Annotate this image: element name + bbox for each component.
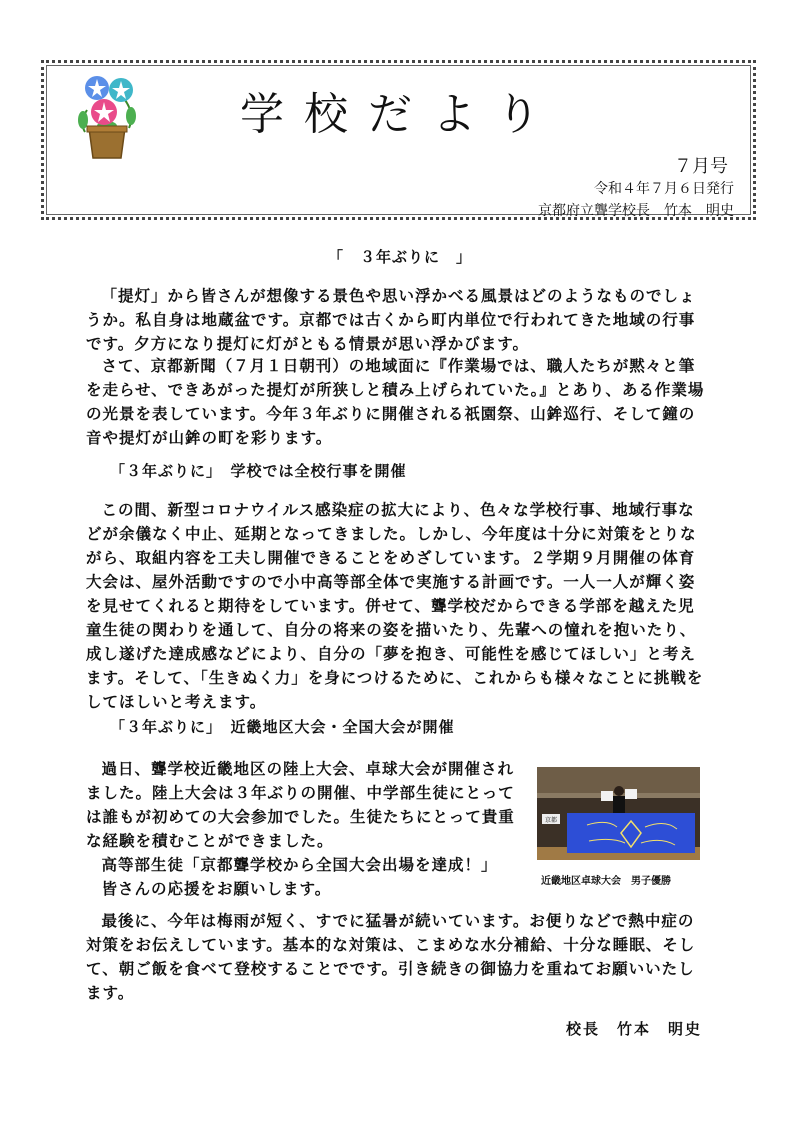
issue-number: ７月号	[674, 156, 728, 177]
section1-paragraph-2: さて、京都新聞（７月１日朝刊）の地域面に『作業場では、職人たちが黙々と筆を走らせ、できあがった提灯が所狭しと積み上げられていた。』とあり、ある作業場の光景を表しています。今年３年ぶりに開催される祇園祭、山鉾巡行、そして鐘の音や提灯が山鉾の町を彩ります。	[86, 357, 705, 447]
issue-date: 令和４年７月６日発行	[594, 181, 734, 197]
closing-paragraph: 最後に、今年は梅雨が短く、すでに猛暑が続いています。お便りなどで熱中症の対策をお伝えしています。基本的な対策は、こまめな水分補給、十分な睡眠、そして、朝ご飯を食べて登校することでです。引き続きの御協力を重ねてお願いいたします。	[86, 912, 696, 1002]
issuer-name: 京都府立聾学校長 竹本 明史	[538, 203, 734, 219]
section2-heading: 「３年ぶりに」 学校では全校行事を開催	[110, 462, 407, 480]
photo-sign-text: 京都	[544, 817, 558, 824]
table-tennis-award-photo	[537, 767, 700, 860]
section1-heading: 「 ３年ぶりに 」	[327, 248, 472, 266]
section3-paragraph-2: 高等部生徒「京都聾学校から全国大会出場を達成！」	[101, 856, 498, 874]
section3-paragraph-3: 皆さんの応援をお願いします。	[101, 880, 332, 898]
section3-heading: 「３年ぶりに」 近畿地区大会・全国大会が開催	[110, 718, 455, 736]
section1-paragraph-1: 「提灯」から皆さんが想像する景色や思い浮かべる風景はどのようなものでしょうか。私自身は地蔵盆です。京都では古くから町内単位で行われてきた地域の行事です。夕方になり提灯に灯がともる情景が思い浮かびます。	[86, 287, 696, 353]
section2-paragraph: この間、新型コロナウイルス感染症の拡大により、色々な学校行事、地域行事などが余儀なく中止、延期となってきました。しかし、今年度は十分に対策をとりながら、取組内容を工夫し開催できることをめざしています。２学期９月開催の体育大会は、屋外活動ですので小中高等部全体で実施する計画です。一人一人が輝く姿を見せてくれると期待をしています。併せて、聾学校だからできる学部を越えた児童生徒の関わりを通して、自分の将来の姿を描いたり、先輩への憧れを抱いたり、成し遂げた達成感などにより、自分の「夢を抱き、可能性を感じてほしい」と考えます。そして、「生きぬく力」を身につけるために、これからも様々なことに挑戦をしてほしいと考えます。	[86, 501, 704, 711]
principal-signature: 校長 竹本 明史	[565, 1020, 702, 1038]
photo-caption: 近畿地区卓球大会 男子優勝	[541, 876, 671, 887]
newsletter-title: 学校だより	[240, 89, 560, 140]
section3-paragraph-1: 過日、聾学校近畿地区の陸上大会、卓球大会が開催されました。陸上大会は３年ぶりの開催、中学部生徒にとっては誰もが初めての大会参加でした。生徒たちにとって貴重な経験を積むことができました。	[86, 760, 515, 850]
